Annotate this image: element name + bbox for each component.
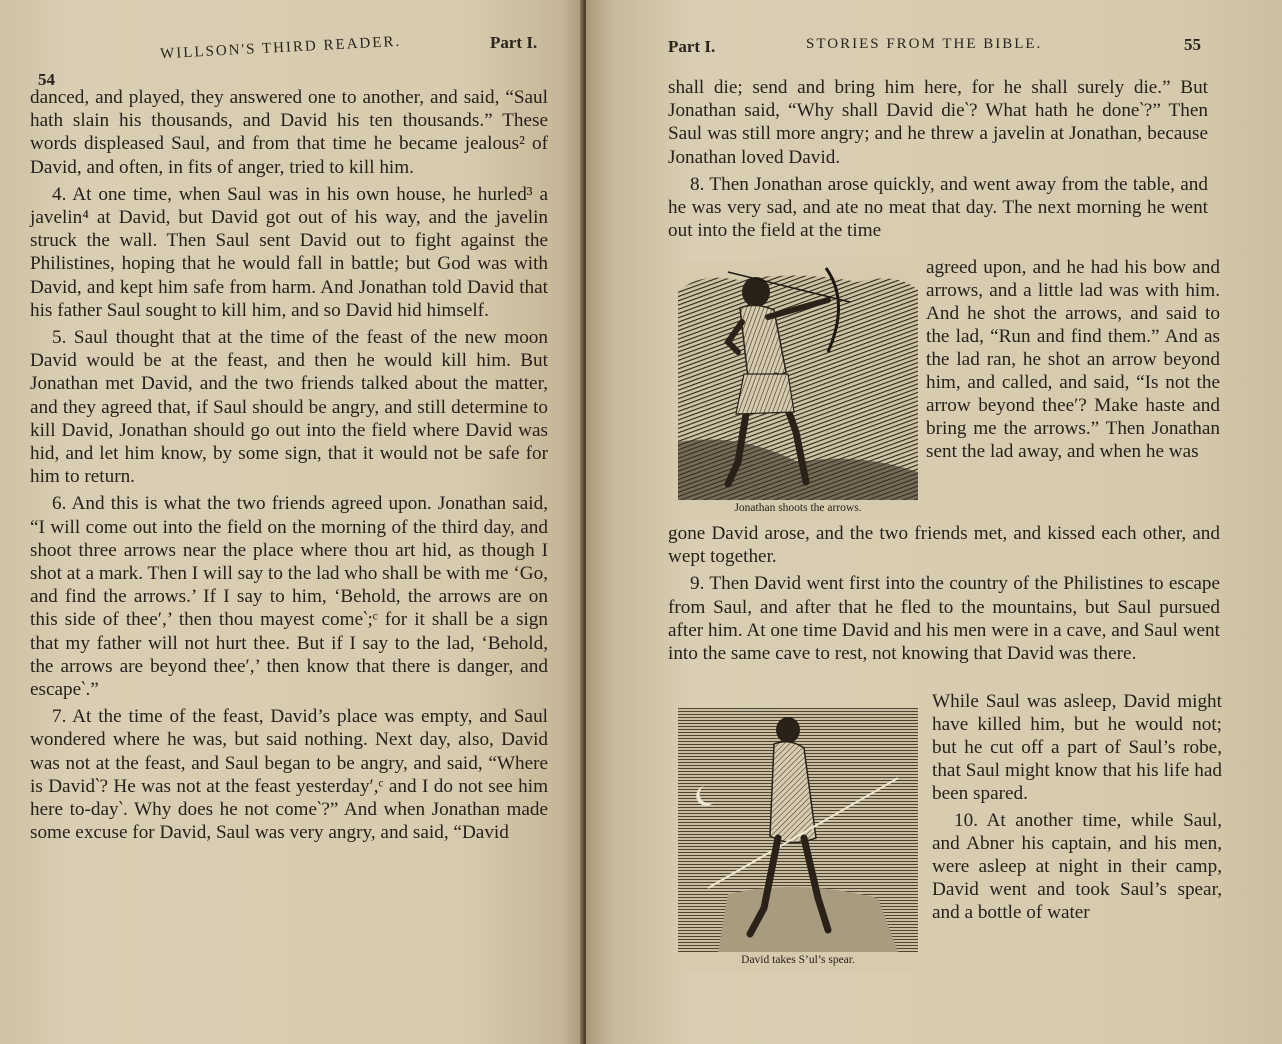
right-wrap-text-2: [932, 690, 1222, 924]
figure-david-spear: [678, 708, 918, 972]
right-page: [586, 0, 1282, 1044]
paragraph: 7. At the time of the feast, David’s place was empty, and Saul wondered where he was, but said nothing. Next day, also, David was not at the feast, and Saul began to be angry, and said, “Where is David‵? He was not at the feast yesterday′,ᶜ and I do not see him here to-day‵. Why does he not come‵?” And when Jonathan made some excuse for David, Saul was very angry, and said, “David: [30, 706, 548, 844]
paragraph: 4. At one time, when Saul was in his own house, he hurled³ a javelin⁴ at David, but David got out of his way, and the javelin struck the wall. Then Saul sent David out to fight against the Philistines, hoping that he would fall in battle; but God was with David, and kept him safe from harm. And Jonathan told David that his father Saul sought to kill him, and so David hid himself.: [30, 183, 548, 321]
paragraph: 8. Then Jonathan arose quickly, and went away from the table, and he was very sad, and ate no meat that day. The next morning he went out into the field at the time: [668, 173, 1208, 242]
paragraph: danced, and played, they answered one to another, and said, “Saul hath slain his thousands, and David his ten thousands.” These words displeased Saul, and from that time he became jealous² of David, and often, in fits of anger, tried to kill him.: [30, 87, 548, 178]
right-wrap-text-1: [926, 256, 1220, 463]
paragraph: 6. And this is what the two friends agreed upon. Jonathan said, “I will come out into the field on the morning of the third day, and shoot three arrows near the place where thou art hid, as though I shot at a mark. Then I will say to the lad who shall be with me ‘Go, and find the arrows.’ If I say to him, ‘Behold, the arrows are on this side of thee′,’ then thou mayest come‵;ᶜ for it shall be a sign that my father will not hurt thee. But if I say to the lad, ‘Behold, the arrows are beyond thee′,’ then know that there is danger, and escape‵.”: [30, 493, 548, 701]
figure-caption: David takes S’ul’s spear.: [741, 954, 855, 966]
left-part-label: Part I.: [490, 33, 538, 52]
right-page-number: 55: [1184, 35, 1201, 54]
figure-caption: Jonathan shoots the arrows.: [734, 502, 862, 514]
left-page-number: 54: [38, 70, 55, 89]
paragraph: While Saul was asleep, David might have killed him, but he would not; but he cut off a part of Saul’s robe, that Saul might know that his life had been spared.: [932, 691, 1222, 804]
paragraph: 5. Saul thought that at the time of the feast of the new moon David would be at the feast, and then he would kill him. But Jonathan met David, and the two friends talked about the matter, and they agreed that, if Saul should be angry, and still determine to kill David, Jonathan should go out into the field where David was hid, and let him know, by some sign, that it would not be safe for him to return.: [30, 327, 548, 488]
right-text-middle: [668, 522, 1220, 669]
left-text-column: [30, 86, 548, 849]
paragraph: 9. Then David went first into the country of the Philistines to escape from Saul, and after that he fled to the mountains, but Saul pursued after him. At one time David and his men were in a cave, and Saul went into the same cave to rest, not knowing that David was there.: [668, 573, 1220, 665]
left-page: [0, 0, 585, 1044]
figure-jonathan-arrows: [678, 262, 918, 520]
jonathan-engraving: [678, 262, 918, 500]
right-running-head: STORIES FROM THE BIBLE.: [806, 36, 1043, 52]
paragraph: gone David arose, and the two friends met, and kissed each other, and wept together.: [668, 523, 1220, 568]
paragraph: shall die; send and bring him here, for he shall surely die.” But Jonathan said, “Why shall David die‵? What hath he done‵?” Then Saul was still more angry; and he threw a javelin at Jonathan, because Jonathan loved David.: [668, 77, 1208, 168]
paragraph: 10. At another time, while Saul, and Abner his captain, and his men, were asleep at night in their camp, David went and took Saul’s spear, and a bottle of water: [932, 810, 1222, 923]
david-engraving: [678, 708, 918, 952]
right-part-label: Part I.: [668, 37, 716, 56]
left-running-head: WILLSON'S THIRD READER.: [159, 33, 402, 63]
paragraph: agreed upon, and he had his bow and arrows, and a little lad was with him. And he shot the arrows, and said to the lad, “Run and find them.” And as the lad ran, he shot an arrow beyond him, and called, and said, “Is not the arrow beyond thee′? Make haste and bring me the arrows.” Then Jonathan sent the lad away, and when he was: [926, 257, 1220, 462]
right-text-top: [668, 76, 1208, 246]
